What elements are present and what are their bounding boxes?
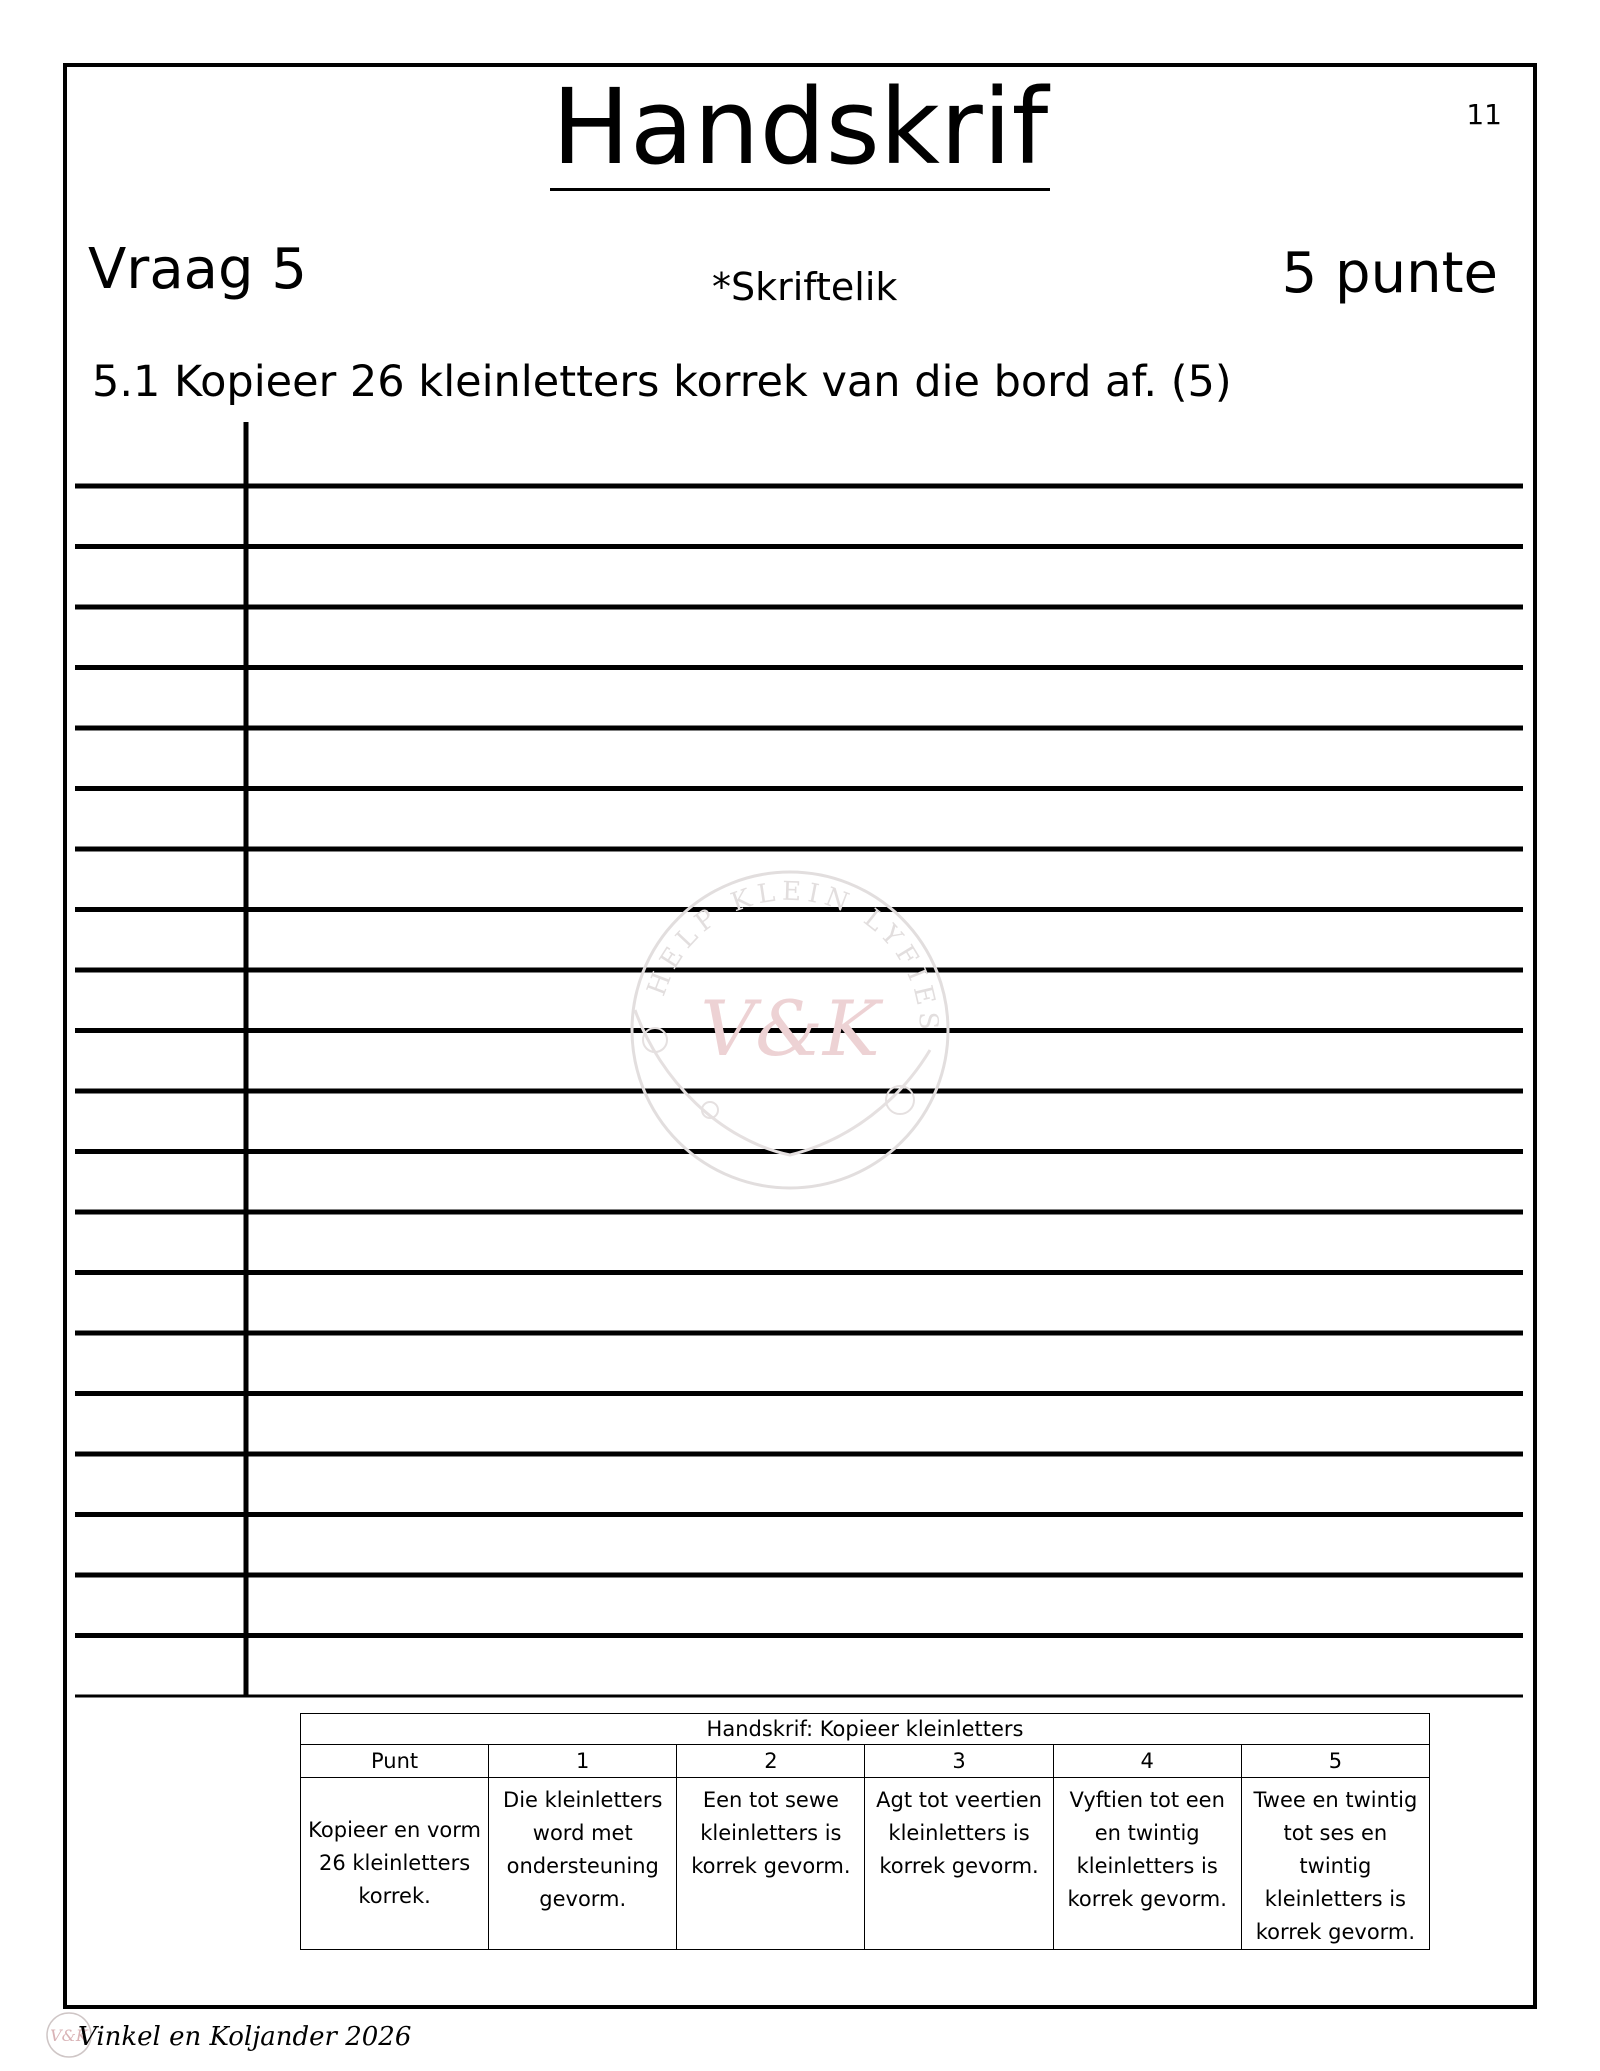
rubric-level-cell: Een tot sewe kleinletters is korrek gevorm. xyxy=(677,1778,865,1950)
rubric-header-cell: 3 xyxy=(865,1745,1053,1778)
rubric-level-cell: Twee en twintig tot ses en twintig kleinletters is korrek gevorm. xyxy=(1241,1778,1429,1950)
rubric-header-cell: Punt xyxy=(301,1745,489,1778)
rubric-level-cell: Agt tot veertien kleinletters is korrek gevorm. xyxy=(865,1778,1053,1950)
rubric-caption: Handskrif: Kopieer kleinletters xyxy=(301,1714,1430,1745)
page-title: Handskrif xyxy=(0,62,1600,192)
question-marks: 5 punte xyxy=(1281,241,1498,306)
rubric-criterion-cell: Kopieer en vorm 26 kleinletters korrek. xyxy=(301,1778,489,1950)
rubric-header-cell: 2 xyxy=(677,1745,865,1778)
rubric-table xyxy=(300,1713,1430,1950)
rubric-header-cell: 5 xyxy=(1241,1745,1429,1778)
page-number: 11 xyxy=(1466,98,1502,131)
rubric-header-cell: 4 xyxy=(1053,1745,1241,1778)
watermark-text: HELP KLEIN LYFIES xyxy=(641,876,944,1037)
svg-text:V&K: V&K xyxy=(50,2026,88,2045)
question-instruction: 5.1 Kopieer 26 kleinletters korrek van die bord af. (5) xyxy=(92,357,1232,407)
question-type: *Skriftelik xyxy=(712,265,898,309)
rubric-level-cell: Die kleinletters word met ondersteuning gevorm. xyxy=(489,1778,677,1950)
question-label: Vraag 5 xyxy=(88,237,307,302)
watermark-monogram: V&K xyxy=(700,984,880,1073)
footer-credit: Vinkel en Koljander 2026 xyxy=(78,2022,412,2052)
rubric-header-cell: 1 xyxy=(489,1745,677,1778)
rubric-level-cell: Vyftien tot een en twintig kleinletters is korrek gevorm. xyxy=(1053,1778,1241,1950)
watermark-logo xyxy=(600,840,980,1220)
